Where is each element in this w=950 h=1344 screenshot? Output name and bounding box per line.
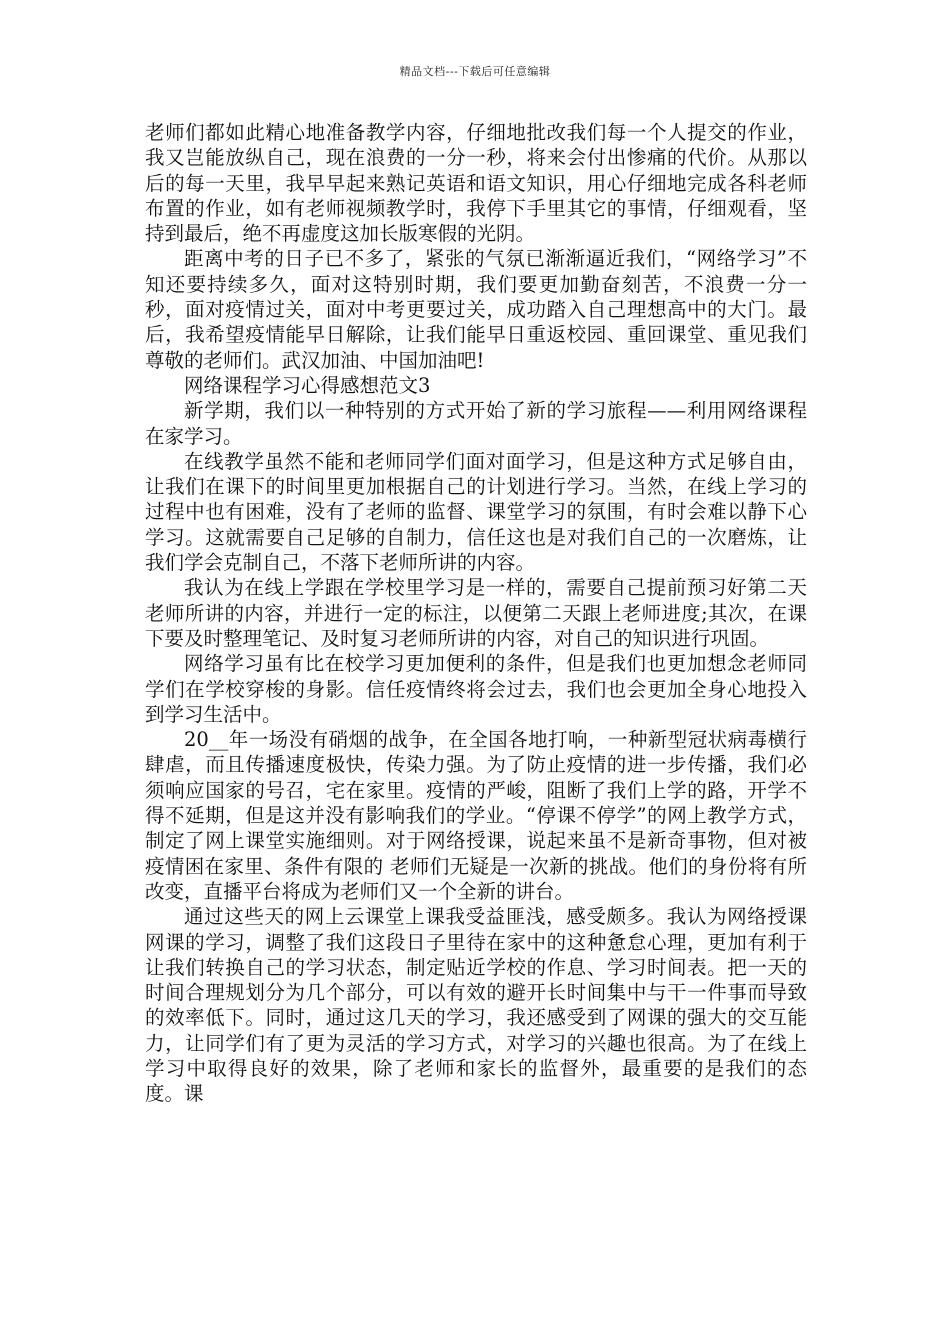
- paragraph-2: 距离中考的日子已不多了，紧张的气氛已渐渐逼近我们，“网络学习”不知还要持续多久，面对这特别时期，我们要更加勤奋刻苦，不浪费一分一秒，面对疫情过关，面对中考更要过关，成功踏入自己理想高中的大门。最后，我希望疫情能早日解除，让我们能早日重返校园、重回课堂、重见我们尊敬的老师们。武汉加油、中国加油吧!: [145, 247, 807, 372]
- paragraph-8: 通过这些天的网上云课堂上课我受益匪浅，感受颇多。我认为网络授课网课的学习，调整了我们这段日子里待在家中的这种惫怠心理，更加有利于让我们转换自己的学习状态，制定贴近学校的作息、学习时间表。把一天的时间合理规划分为几个部分，可以有效的避开长时间集中与干一件事而导致的效率低下。同时，通过这几天的学习，我还感受到了网课的强大的交互能力，让同学们有了更为灵活的学习方式，对学习的兴趣也很高。为了在线上学习中取得良好的效果，除了老师和家长的监督外，最重要的是我们的态度。课: [145, 905, 807, 1106]
- section-title: 网络课程学习心得感想范文3: [184, 373, 431, 397]
- paragraph-6: 网络学习虽有比在校学习更加便利的条件，但是我们也更加想念老师同学们在学校穿梭的身影。信任疫情终将会过去，我们也会更加全身心地投入到学习生活中。: [145, 652, 807, 726]
- paragraph-4: 在线教学虽然不能和老师同学们面对面学习，但是这种方式足够自由，让我们在课下的时间里更加根据自己的计划进行学习。当然，在线上学习的过程中也有困难，没有了老师的监督、课堂学习的氛围，有时会难以静下心学习。这就需要自己足够的自制力，信任这也是对我们自己的一次磨炼，让我们学会克制自己，不落下老师所讲的内容。: [145, 449, 807, 575]
- paragraph-1: 老师们都如此精心地准备教学内容，仔细地批改我们每一个人提交的作业，我又岂能放纵自己，现在浪费的一分一秒，将来会付出惨痛的代价。从那以后的每一天里，我早早起来熟记英语和语文知识，用心仔细地完成各科老师布置的作业，如有老师视频教学时，我停下手里其它的事情，仔细观看，坚持到最后，绝不再虚度这加长版寒假的光阴。: [145, 121, 807, 246]
- paragraph-7: 20__年一场没有硝烟的战争，在全国各地打响，一种新型冠状病毒横行肆虐，而且传播速度极快，传染力强。为了防止疫情的进一步传播，我们必须响应国家的号召，宅在家里。疫情的严峻，阻断了我们上学的路，开学不得不延期，但是这并没有影响我们的学业。“停课不停学”的网上教学方式，制定了网上课堂实施细则。对于网络授课，说起来虽不是新奇事物，但对被疫情困在家里、条件有限的 老师们无疑是一次新的挑战。他们的身份将有所改变，直播平台将成为老师们又一个全新的讲台。: [145, 728, 807, 903]
- document-body: [145, 120, 807, 1107]
- page-header: 精品文档---下载后可任意编辑: [399, 65, 551, 78]
- paragraph-3: 新学期，我们以一种特别的方式开始了新的学习旅程——利用网络课程在家学习。: [145, 399, 807, 448]
- paragraph-5: 我认为在线上学跟在学校里学习是一样的，需要自己提前预习好第二天老师所讲的内容，并进行一定的标注，以便第二天跟上老师进度;其次，在课下要及时整理笔记、及时复习老师所讲的内容，对自己的知识进行巩固。: [145, 576, 807, 650]
